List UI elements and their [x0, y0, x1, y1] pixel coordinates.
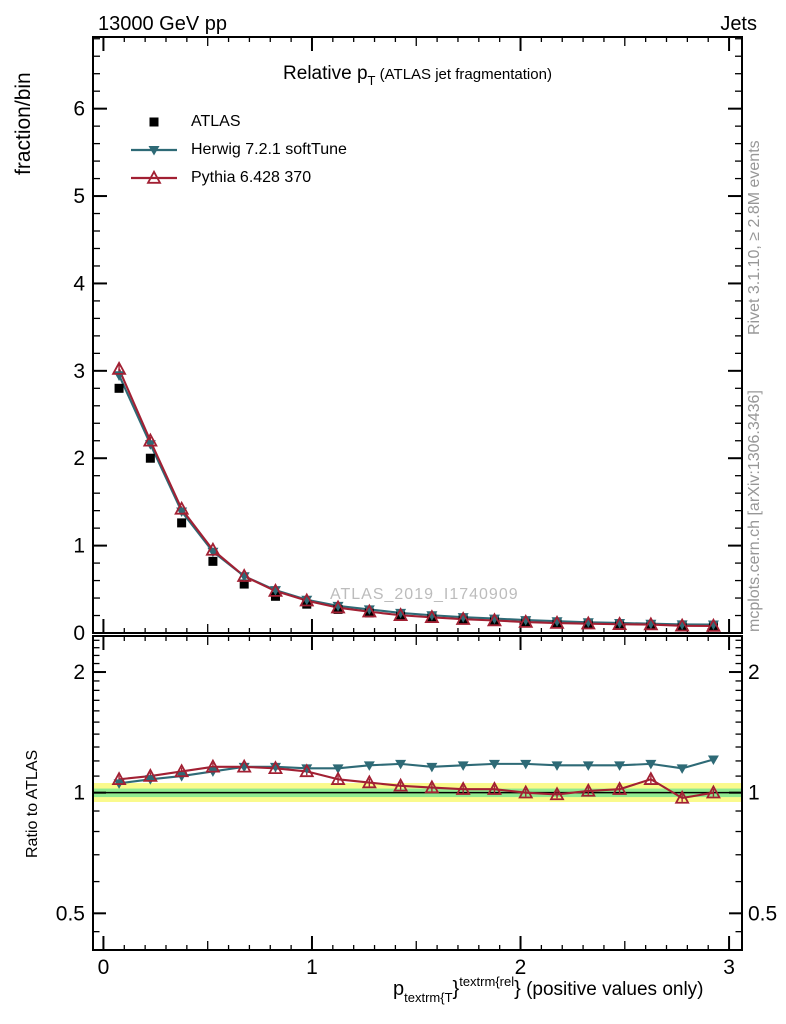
- tick-label: 2: [514, 956, 527, 979]
- xaxis-title: [393, 974, 704, 1005]
- tick-label: 2: [748, 661, 760, 685]
- legend-item-0: [130, 108, 347, 136]
- tick-label: 2: [73, 661, 85, 685]
- tick-label: 1: [306, 956, 318, 979]
- legend: [130, 108, 347, 192]
- legend-item-2: [130, 164, 347, 192]
- sidenote-rivet-version: Rivet 3.1.10, ≥ 2.8M events: [746, 140, 763, 335]
- tick-label: 0.5: [55, 902, 85, 926]
- sidenote-mcplots-arxiv: mcplots.cern.ch [arXiv:1306.3436]: [746, 390, 763, 632]
- tick-label: 1: [73, 781, 85, 805]
- watermark-analysis-id: ATLAS_2019_I1740909: [330, 586, 519, 603]
- tick-label: 1: [748, 781, 760, 805]
- tick-label: 1: [73, 534, 85, 558]
- tick-label: 3: [723, 956, 735, 979]
- tick-label: 4: [73, 272, 85, 296]
- xaxis-title-sub: textrm{T: [404, 990, 453, 1005]
- tick-label: 2: [73, 447, 85, 471]
- analysis-group-label: Jets: [720, 13, 757, 35]
- plot-title-suffix: (ATLAS jet fragmentation): [375, 66, 552, 83]
- tick-label: 5: [73, 185, 85, 209]
- plot-title-text: Relative p: [283, 63, 368, 84]
- beam-energy-label: 13000 GeV pp: [98, 13, 227, 35]
- xaxis-title-brace1: }: [452, 978, 460, 1000]
- plot-title-subscript: T: [367, 73, 376, 88]
- plot-title: [93, 63, 742, 88]
- legend-label: ATLAS: [191, 113, 241, 130]
- tick-label: 0: [73, 622, 85, 645]
- xaxis-title-sup: textrm{rel: [459, 974, 515, 989]
- tick-label: 0: [97, 956, 110, 979]
- tick-label: 0.5: [748, 902, 778, 926]
- tick-label: 6: [73, 97, 85, 121]
- tick-label: 3: [73, 359, 85, 383]
- legend-marker-open-triangle-up: [130, 168, 178, 188]
- legend-item-1: [130, 136, 347, 164]
- legend-label: Pythia 6.428 370: [191, 169, 312, 186]
- xaxis-title-brace2: }: [514, 978, 521, 1000]
- xaxis-title-p: p: [393, 978, 405, 1000]
- yaxis-label-ratio: Ratio to ATLAS: [24, 749, 41, 858]
- legend-marker-filled-triangle-down: [130, 140, 178, 160]
- legend-marker-filled-square: [130, 112, 178, 132]
- yaxis-label-main: fraction/bin: [12, 72, 35, 175]
- legend-label: Herwig 7.2.1 softTune: [191, 141, 347, 158]
- xaxis-title-suffix: (positive values only): [520, 979, 704, 1000]
